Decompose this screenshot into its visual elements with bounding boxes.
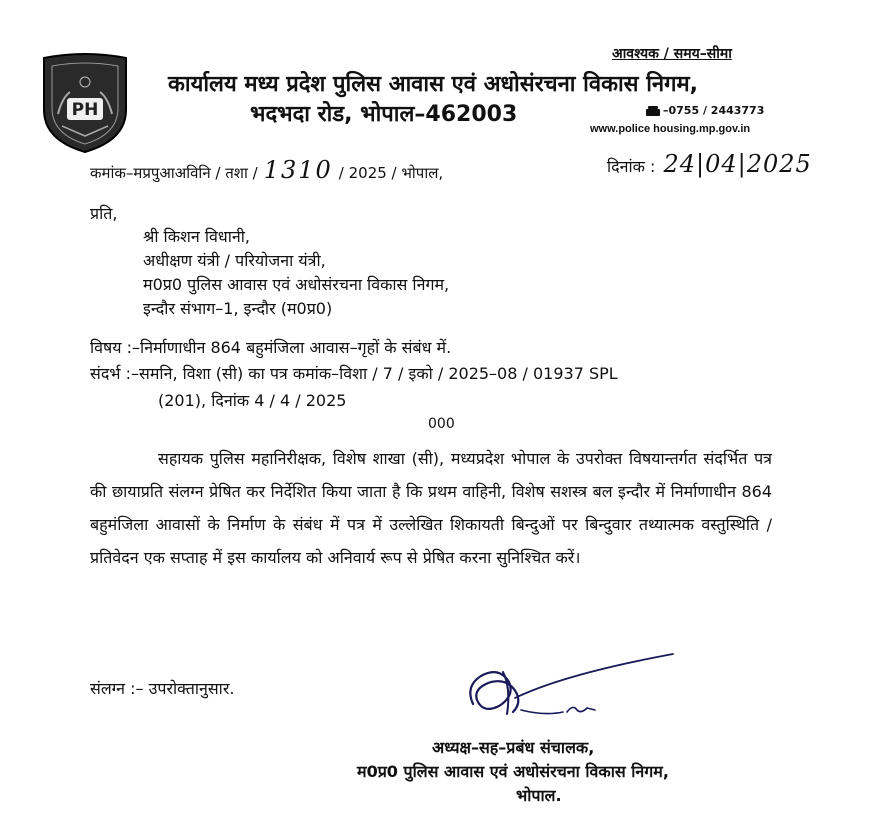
addressee-line: म0प्र0 पुलिस आवास एवं अधोसंरचना विकास निगम, (143, 275, 450, 294)
signatory-city: भोपाल. (516, 786, 562, 805)
phone-number (646, 104, 764, 117)
priority-label: आवश्यक / समय–सीमा (612, 46, 732, 62)
subject-line: विषय :–निर्माणाधीन 864 बहुमंजिला आवास–गृहों के संबंध में. (90, 338, 452, 357)
website-url: www.police housing.mp.gov.in (590, 123, 751, 135)
body-paragraph: सहायक पुलिस महानिरीक्षक, विशेष शाखा (सी), मध्यप्रदेश भोपाल के उपरोक्त विषयान्तर्गत संदर्भित पत्र की छायाप्रति संलग्न प्रेषित कर निर्देशित किया जाता है कि प्रथम वाहिनी, विशेष सशस्त्र बल इन्दौर में निर्माणाधीन 864 बहुमंजिला आवासों के निर्माण के संबंध में पत्र में उल्लेखित शिकायती बिन्दुओं पर बिन्दुवार तथ्यात्मक वस्तुस्थिति / प्रतिवेदन एक सप्ताह में इस कार्यालय को अनिवार्य रूप से प्रेषित करना सुनिश्चित करें। (90, 449, 772, 567)
addressee-line: इन्दौर संभाग–1, इन्दौर (म0प्र0) (143, 299, 333, 318)
reference-suffix: / 2025 / भोपाल, (338, 164, 444, 182)
signatory-organization: म0प्र0 पुलिस आवास एवं अधोसंरचना विकास निगम, (357, 762, 669, 781)
handwritten-reference-number: 1310 (263, 156, 333, 184)
addressee-line: अधीक्षण यंत्री / परियोजना यंत्री, (143, 251, 326, 270)
reference-prefix: कमांक–मप्रपुआअविनि / तशा / (90, 164, 258, 182)
addressee-line: श्री किशन विधानी, (143, 227, 250, 246)
date-label: दिनांक : (607, 157, 656, 176)
handwritten-date: 24|04|2025 (663, 150, 812, 178)
organization-name: कार्यालय मध्य प्रदेश पुलिस आवास एवं अधोसंरचना विकास निगम, (168, 72, 699, 97)
salutation: प्रति, (90, 204, 118, 223)
organization-address: भदभदा रोड, भोपाल–462003 (250, 102, 518, 127)
reference-number-line (90, 156, 443, 184)
phone-text: –0755 / 2443773 (663, 104, 765, 117)
signatory-title: अध्यक्ष–सह–प्रबंध संचालक, (432, 738, 595, 757)
handwritten-signature (455, 652, 680, 732)
reference-line: संदर्भ :–समनि, विशा (सी) का पत्र कमांक–विशा / 7 / इको / 2025–08 / 01937 SPL (90, 364, 618, 383)
date-line (607, 150, 812, 178)
section-separator: 000 (428, 416, 455, 432)
phone-icon (646, 106, 660, 116)
organization-logo (40, 52, 130, 154)
reference-line-continued: (201), दिनांक 4 / 4 / 2025 (158, 391, 347, 410)
svg-text:PH: PH (71, 100, 99, 120)
enclosure-note: संलग्न :– उपरोक्तानुसार. (90, 679, 235, 698)
